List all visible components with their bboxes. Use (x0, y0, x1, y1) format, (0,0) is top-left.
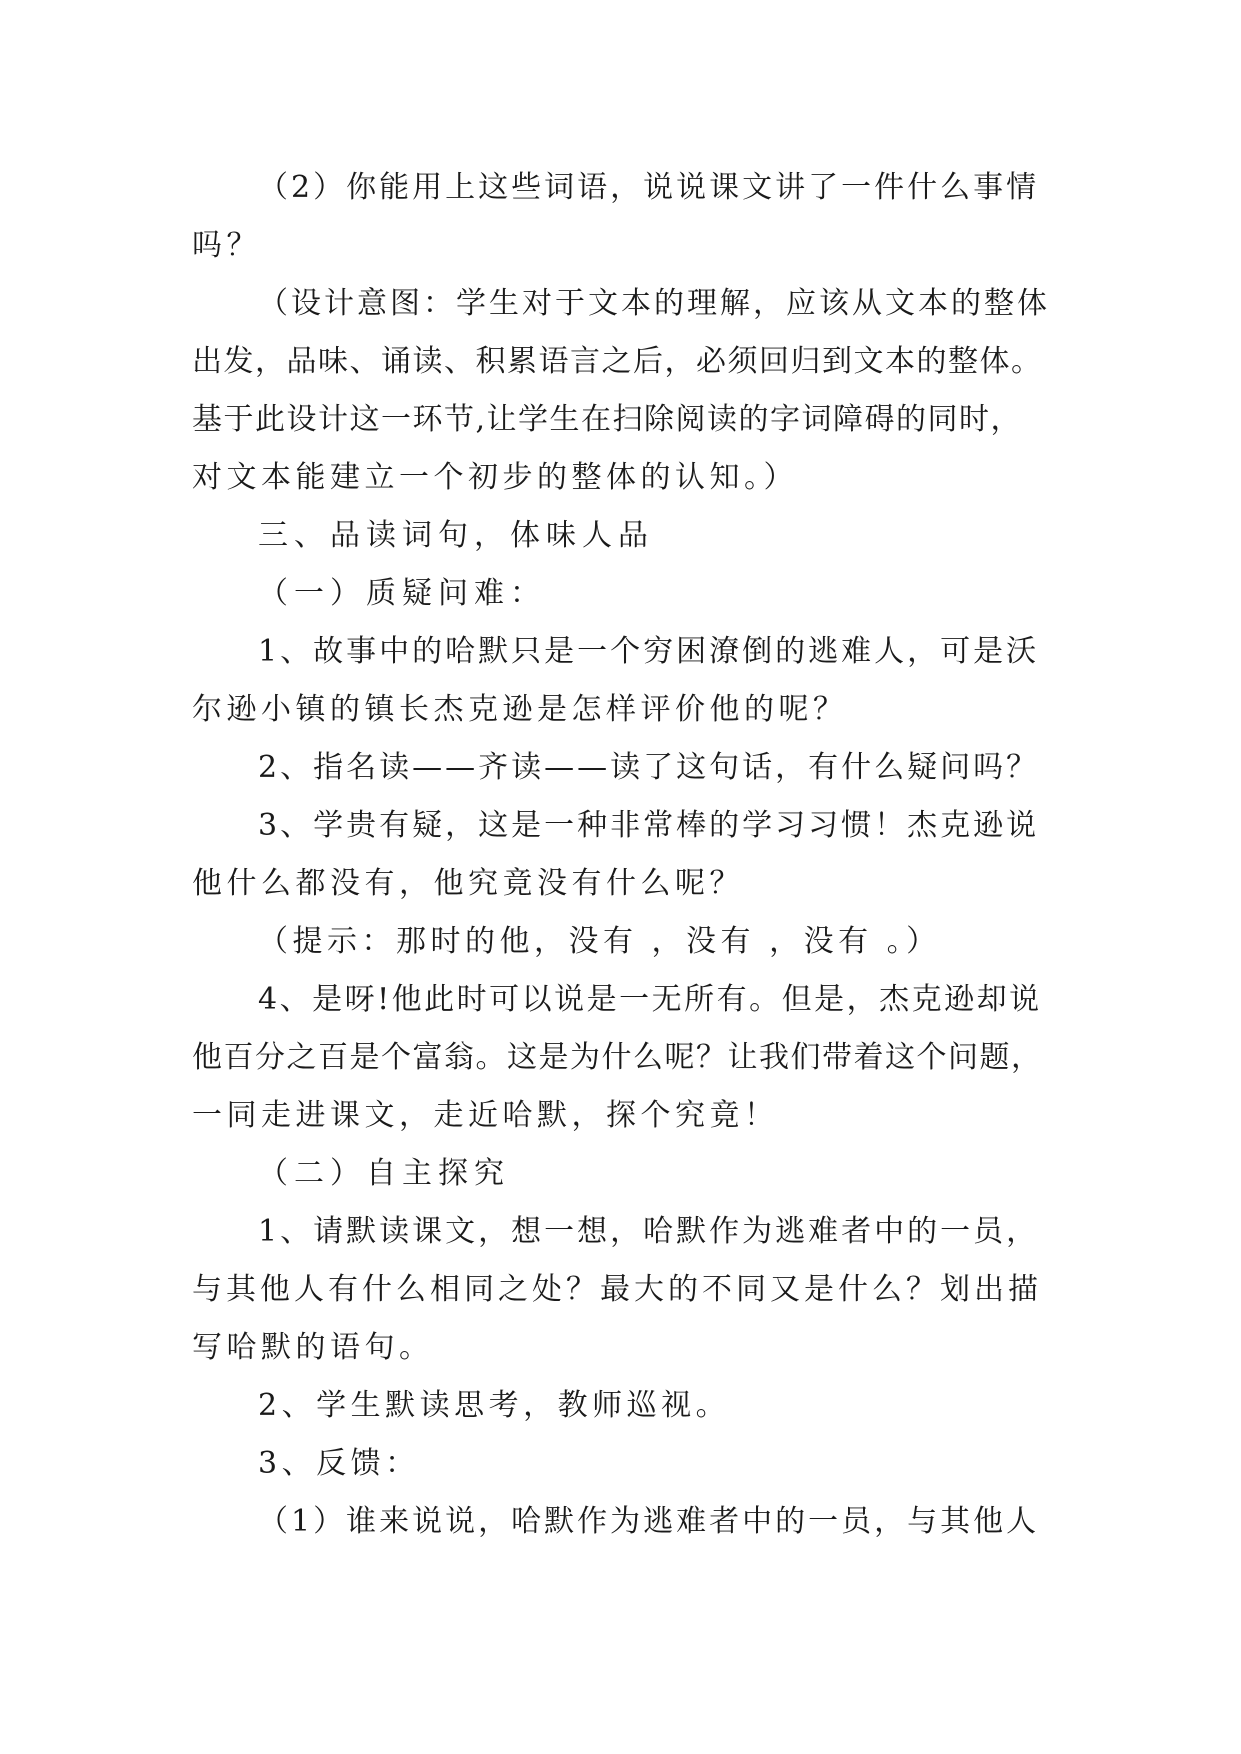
paragraph-line: 4、是呀!他此时可以说是一无所有。但是，杰克逊却说 (258, 982, 1042, 1017)
paragraph-line: （1）谁来说说，哈默作为逃难者中的一员，与其他人 (258, 1504, 1040, 1539)
paragraph-line: 出发，品味、诵读、积累语言之后，必须回归到文本的整体。 (192, 344, 1043, 379)
section-heading: 三、品读词句，体味人品 (258, 518, 654, 553)
subsection-heading: （二）自主探究 (258, 1156, 510, 1191)
paragraph-line: 写哈默的语句。 (192, 1330, 434, 1365)
paragraph-line: 2、指名读——齐读——读了这句话，有什么疑问吗？ (258, 750, 1040, 785)
paragraph-line: 对文本能建立一个初步的整体的认知。） (192, 460, 798, 495)
paragraph-line: 与其他人有什么相同之处？最大的不同又是什么？划出描 (192, 1272, 1042, 1307)
paragraph-line: 他什么都没有，他究竟没有什么呢？ (192, 866, 744, 901)
paragraph-line: （设计意图：学生对于文本的理解，应该从文本的整体 (258, 286, 1050, 321)
paragraph-line: 2、学生默读思考，教师巡视。 (258, 1388, 731, 1423)
paragraph-line: 基于此设计这一环节,让学生在扫除阅读的字词障碍的同时， (192, 402, 1023, 437)
hint-line: （提示：那时的他，没有 ，没有 ，没有 。） (258, 924, 941, 959)
paragraph-line: 他百分之百是个富翁。这是为什么呢？让我们带着这个问题， (192, 1040, 1043, 1075)
paragraph-line: 3、学贵有疑，这是一种非常棒的学习习惯！杰克逊说 (258, 808, 1040, 843)
paragraph-line: 尔逊小镇的镇长杰克逊是怎样评价他的呢？ (192, 692, 848, 727)
paragraph-line: （2）你能用上这些词语，说说课文讲了一件什么事情 (258, 170, 1040, 205)
paragraph-line: 一同走进课文，走近哈默，探个究竟！ (192, 1098, 779, 1133)
subsection-heading: （一）质疑问难： (258, 576, 546, 611)
paragraph-line: 1、请默读课文，想一想，哈默作为逃难者中的一员， (258, 1214, 1040, 1249)
paragraph-line: 吗？ (192, 228, 261, 263)
paragraph-line: 1、故事中的哈默只是一个穷困潦倒的逃难人，可是沃 (258, 634, 1040, 669)
paragraph-line: 3、反馈： (258, 1446, 420, 1481)
